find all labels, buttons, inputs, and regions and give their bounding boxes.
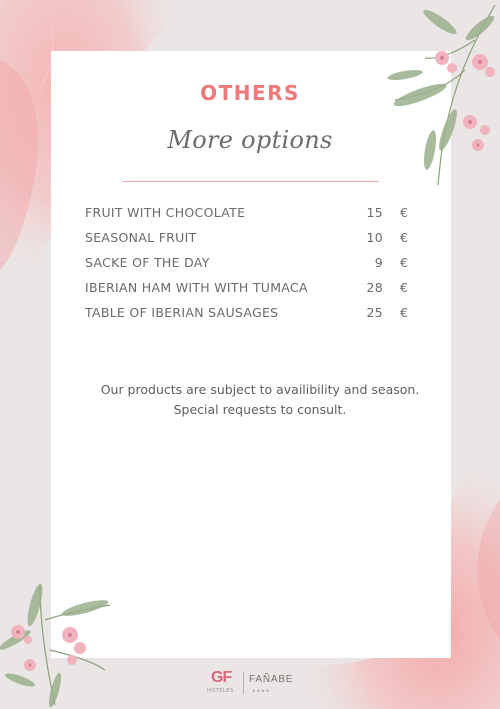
menu-item: [85, 253, 415, 278]
logo-stars: ★★★★: [252, 688, 271, 693]
menu-item-currency: €: [400, 280, 409, 295]
menu-item: [85, 228, 415, 253]
menu-item-price: 15: [366, 205, 383, 220]
availability-note: [82, 380, 438, 420]
logo-divider: [243, 672, 244, 694]
menu-item-price: 10: [366, 230, 383, 245]
menu-item-name: IBERIAN HAM WITH WITH TUMACA: [85, 280, 308, 295]
menu-item-price: 28: [366, 280, 383, 295]
menu-item-currency: €: [400, 205, 409, 220]
menu-item-price: 9: [374, 255, 383, 270]
floral-branch-icon: [0, 580, 120, 709]
section-subtitle: More options: [167, 126, 333, 154]
menu-item: [85, 303, 415, 328]
logo-hoteles-text: HOTELES: [207, 688, 234, 694]
menu-item: [85, 203, 415, 228]
hotel-logo: [205, 666, 305, 700]
menu-item-currency: €: [400, 230, 409, 245]
logo-fanabe-text: FAÑABE: [249, 674, 294, 685]
menu-item-name: SACKE OF THE DAY: [85, 255, 210, 270]
menu-list: [85, 203, 415, 328]
logo-gf-mark: GF: [211, 669, 232, 686]
menu-item-name: FRUIT WITH CHOCOLATE: [85, 205, 246, 220]
menu-item-name: TABLE OF IBERIAN SAUSAGES: [85, 305, 279, 320]
section-title: OTHERS: [200, 81, 300, 105]
title-divider: [123, 181, 379, 182]
menu-item-currency: €: [400, 305, 409, 320]
menu-item: [85, 278, 415, 303]
menu-item-currency: €: [400, 255, 409, 270]
note-line: Special requests to consult.: [173, 402, 347, 417]
menu-item-name: SEASONAL FRUIT: [85, 230, 197, 245]
note-line: Our products are subject to availibility and season.: [100, 382, 420, 397]
menu-item-price: 25: [366, 305, 383, 320]
